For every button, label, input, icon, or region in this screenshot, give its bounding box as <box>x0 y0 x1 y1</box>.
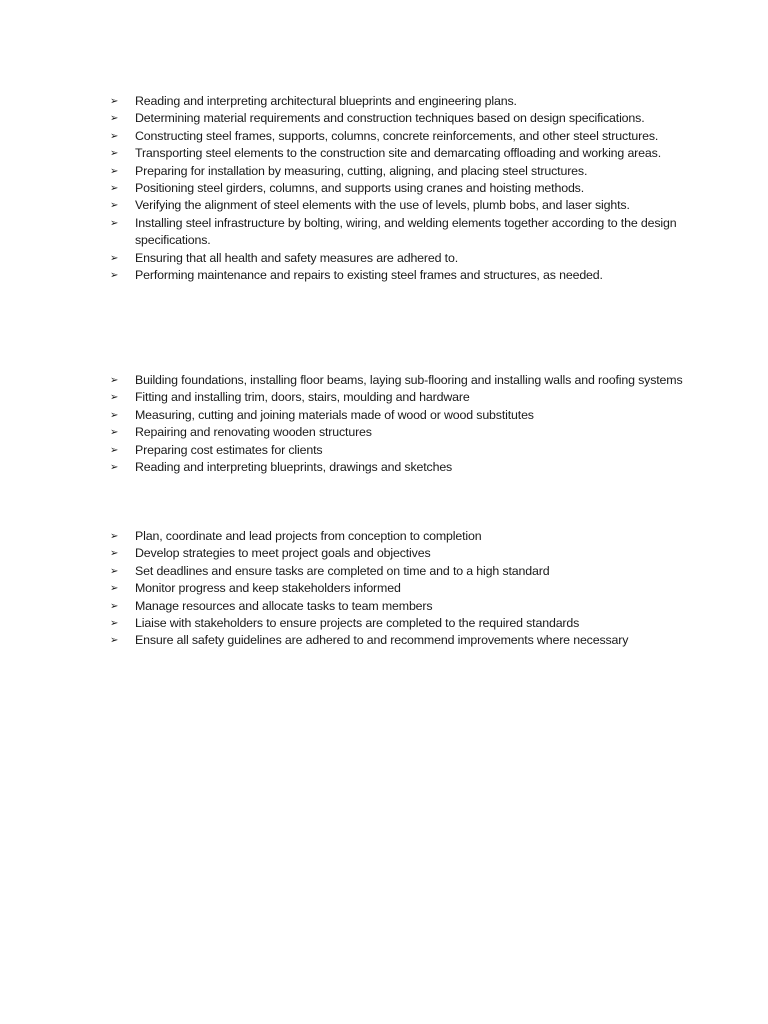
arrow-bullet-icon: ➢ <box>110 96 119 107</box>
arrow-bullet-icon: ➢ <box>110 217 119 229</box>
list-item-text: Reading and interpreting architectural blueprints and engineering plans. <box>135 94 517 108</box>
list-item-text: Plan, coordinate and lead projects from conception to completion <box>135 529 482 543</box>
list-item-text: Repairing and renovating wooden structures <box>135 425 372 440</box>
list-item <box>110 128 690 145</box>
list-item-text: Set deadlines and ensure tasks are completed on time and to a high standard <box>135 563 550 578</box>
list-item-text: Verifying the alignment of steel elements with the use of levels, plumb bobs, and laser sights. <box>135 198 630 213</box>
list-item-text: Liaise with stakeholders to ensure projects are completed to the required standards <box>135 616 580 631</box>
list-item-text: Transporting steel elements to the construction site and demarcating offloading and working areas. <box>135 146 661 161</box>
arrow-bullet-icon: ➢ <box>110 635 119 647</box>
list-item <box>110 267 690 284</box>
list-item <box>110 197 690 214</box>
project-management-duties-list <box>110 528 690 650</box>
list-item <box>110 598 690 615</box>
list-item <box>110 145 690 162</box>
list-item-text: Fitting and installing trim, doors, stairs, moulding and hardware <box>135 390 470 405</box>
arrow-bullet-icon: ➢ <box>110 252 119 264</box>
arrow-bullet-icon: ➢ <box>110 375 119 386</box>
list-item <box>110 215 690 250</box>
list-item-text: Develop strategies to meet project goals and objectives <box>135 546 431 561</box>
arrow-bullet-icon: ➢ <box>110 600 119 612</box>
steel-duties-list <box>110 93 690 284</box>
arrow-bullet-icon: ➢ <box>110 548 119 560</box>
list-item <box>110 459 690 476</box>
list-item <box>110 424 690 441</box>
list-item <box>110 563 690 580</box>
arrow-bullet-icon: ➢ <box>110 618 119 630</box>
arrow-bullet-icon: ➢ <box>110 113 119 125</box>
list-item-text: Determining material requirements and construction techniques based on design specifications. <box>135 111 645 126</box>
list-item-text: Positioning steel girders, columns, and supports using cranes and hoisting methods. <box>135 181 585 196</box>
list-item-text: Performing maintenance and repairs to existing steel frames and structures, as needed. <box>135 268 603 283</box>
arrow-bullet-icon: ➢ <box>110 462 119 474</box>
arrow-bullet-icon: ➢ <box>110 444 119 456</box>
list-item-text: Ensuring that all health and safety measures are adhered to. <box>135 250 459 265</box>
arrow-bullet-icon: ➢ <box>110 531 119 542</box>
list-item-text: Constructing steel frames, supports, columns, concrete reinforcements, and other steel structures. <box>135 128 659 143</box>
list-item <box>110 93 690 110</box>
list-item <box>110 615 690 632</box>
arrow-bullet-icon: ➢ <box>110 165 119 177</box>
arrow-bullet-icon: ➢ <box>110 427 119 439</box>
list-item <box>110 632 690 649</box>
carpentry-duties-list <box>110 372 690 476</box>
list-item <box>110 250 690 267</box>
arrow-bullet-icon: ➢ <box>110 130 119 142</box>
list-item-text: Ensure all safety guidelines are adhered to and recommend improvements where necessary <box>135 633 629 648</box>
list-item <box>110 180 690 197</box>
arrow-bullet-icon: ➢ <box>110 409 119 421</box>
list-item-text: Preparing for installation by measuring, cutting, aligning, and placing steel structures. <box>135 163 588 178</box>
list-item <box>110 110 690 127</box>
list-item <box>110 389 690 406</box>
list-item <box>110 407 690 424</box>
list-item <box>110 163 690 180</box>
list-item-text: Installing steel infrastructure by bolting, wiring, and welding elements together according to the design specifications. <box>135 215 677 248</box>
arrow-bullet-icon: ➢ <box>110 183 119 195</box>
arrow-bullet-icon: ➢ <box>110 200 119 212</box>
list-item-text: Preparing cost estimates for clients <box>135 442 323 457</box>
list-item <box>110 528 690 545</box>
list-item <box>110 545 690 562</box>
list-item-text: Manage resources and allocate tasks to team members <box>135 598 433 613</box>
list-item-text: Building foundations, installing floor beams, laying sub-flooring and installing walls and roofing systems <box>135 373 683 387</box>
arrow-bullet-icon: ➢ <box>110 583 119 595</box>
list-item <box>110 580 690 597</box>
list-item-text: Reading and interpreting blueprints, drawings and sketches <box>135 460 453 475</box>
arrow-bullet-icon: ➢ <box>110 270 119 282</box>
list-item-text: Measuring, cutting and joining materials made of wood or wood substitutes <box>135 407 534 422</box>
list-item <box>110 372 690 389</box>
arrow-bullet-icon: ➢ <box>110 392 119 404</box>
list-item-text: Monitor progress and keep stakeholders informed <box>135 581 401 596</box>
list-item <box>110 442 690 459</box>
arrow-bullet-icon: ➢ <box>110 565 119 577</box>
arrow-bullet-icon: ➢ <box>110 148 119 160</box>
